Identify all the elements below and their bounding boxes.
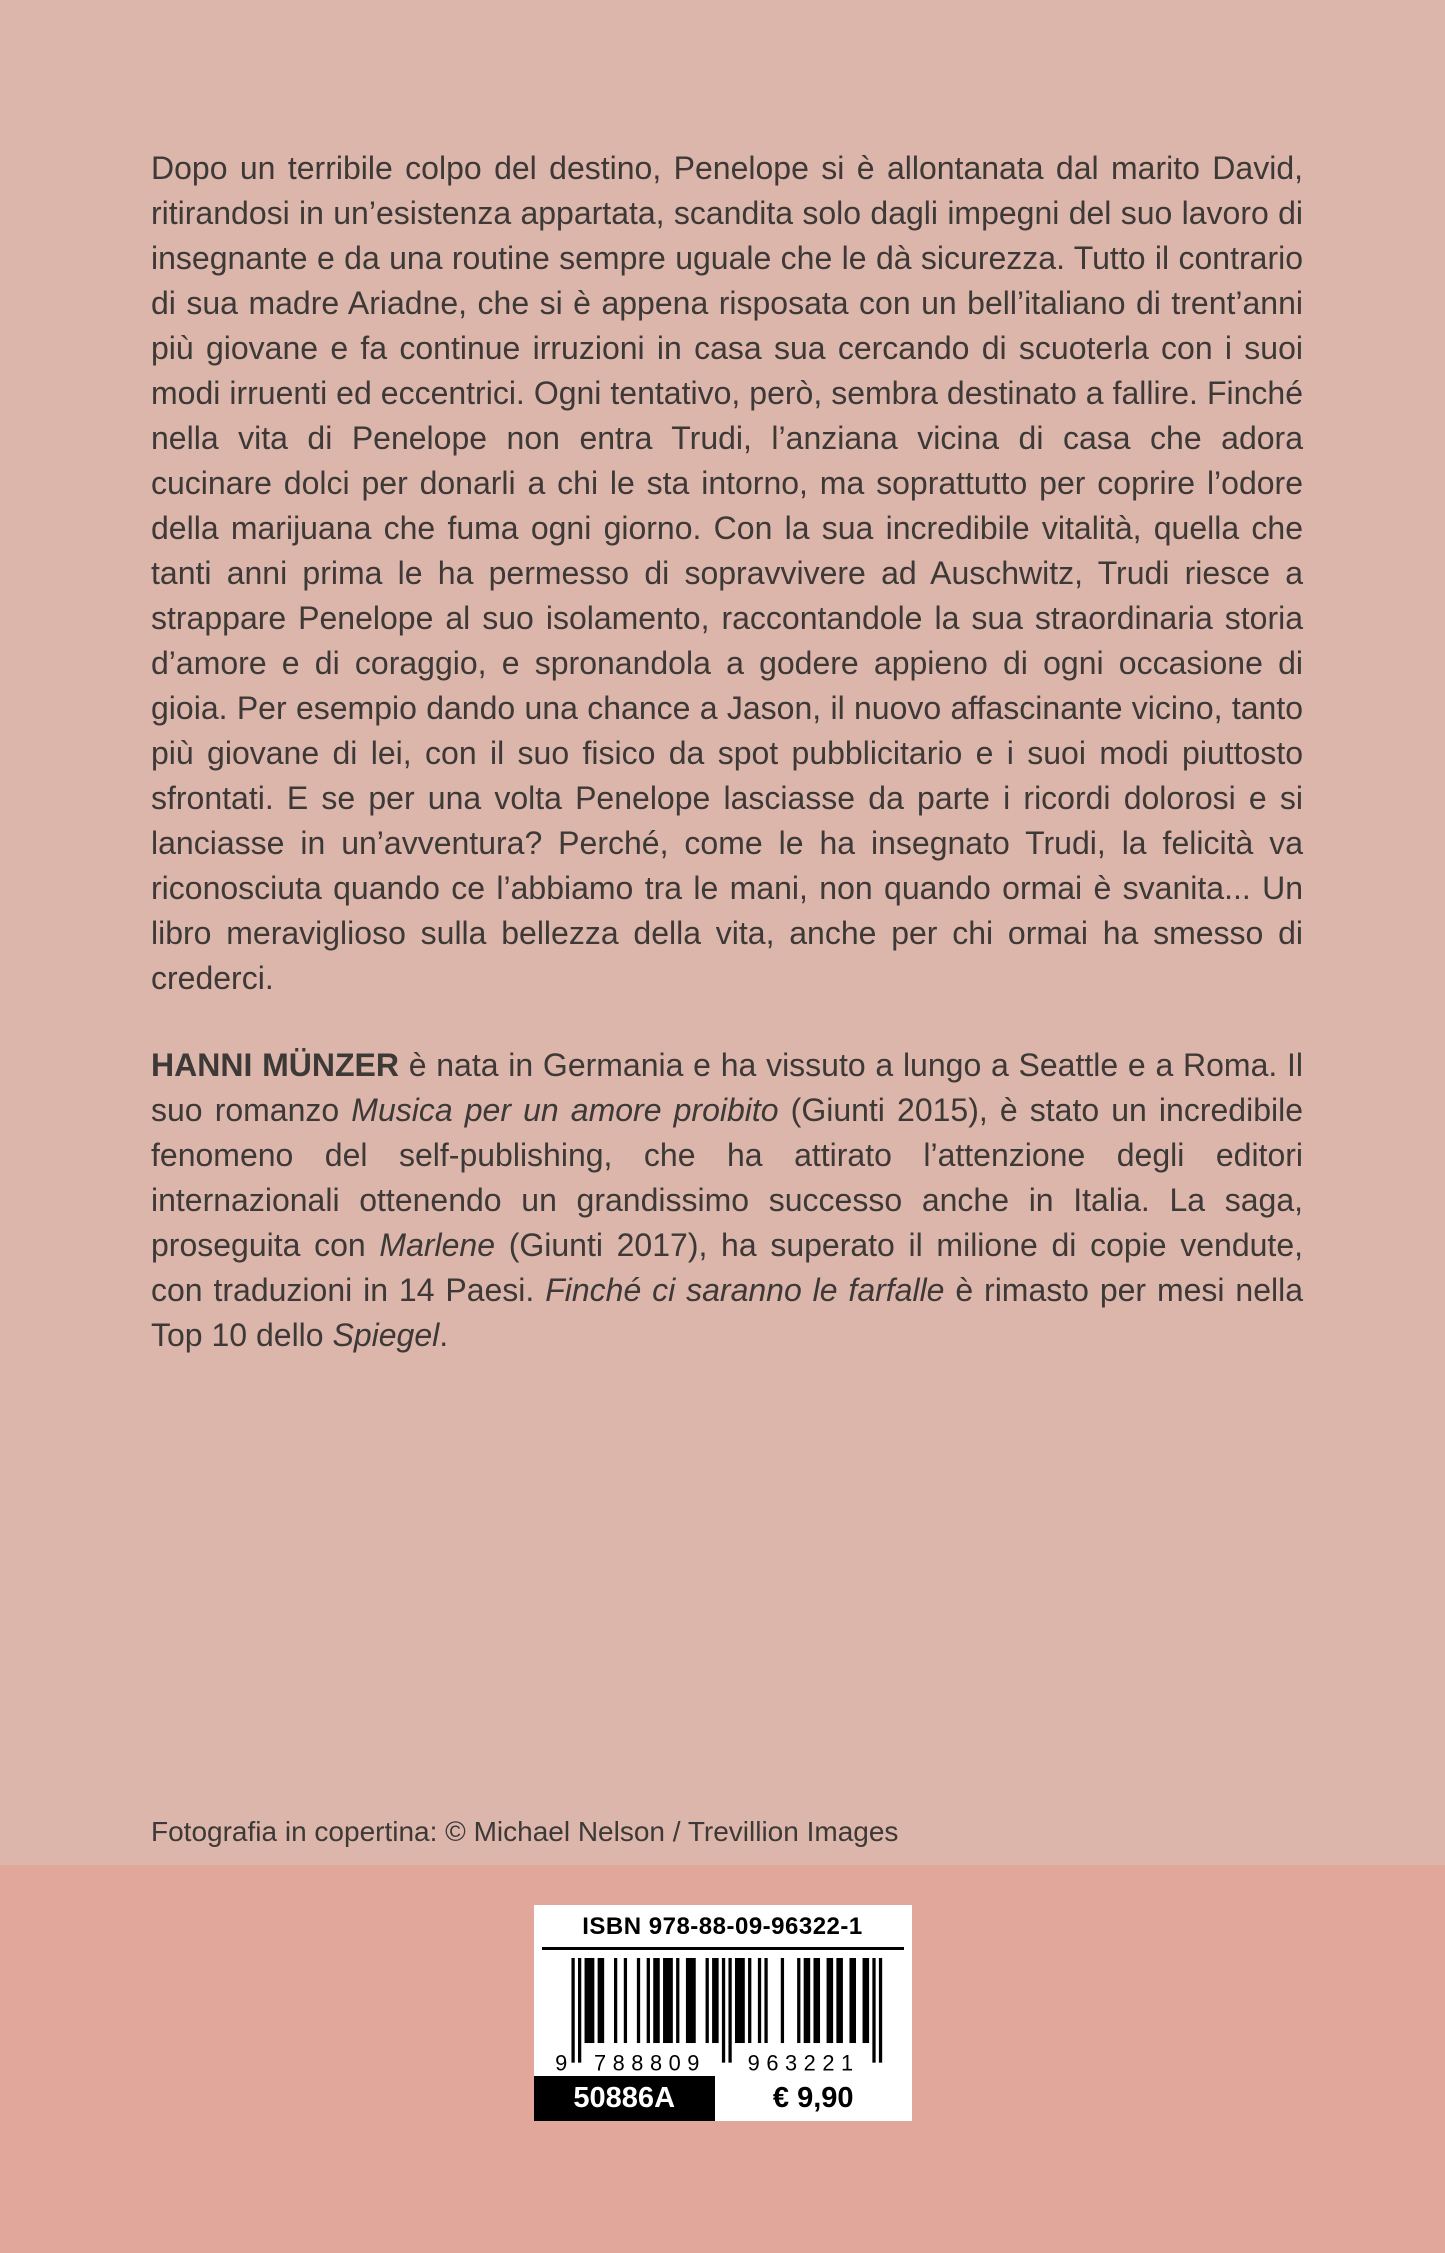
photo-credit: Fotografia in copertina: © Michael Nelson / Trevillion Images — [151, 1816, 899, 1847]
bio-segment: HANNI MÜNZER — [151, 1047, 399, 1083]
barcode-lead-digit: 9 — [554, 2050, 567, 2074]
bio-segment: è nata in Germania e ha vissuto a lungo a Seattle e a Roma. Il suo romanzo — [151, 1047, 1304, 1128]
barcode — [534, 1950, 912, 2076]
bio-segment: Musica per un amore proibito — [351, 1092, 779, 1128]
edition-code-badge: 50886A — [534, 2076, 715, 2121]
bio-segment: . — [439, 1317, 449, 1353]
isbn-label: ISBN 978-88-09-96322-1 — [542, 1905, 904, 1950]
bio-segment: Marlene — [379, 1227, 496, 1263]
author-bio-paragraph — [151, 1043, 1303, 1358]
barcode-digits-left: 788809 — [593, 2050, 706, 2074]
bio-segment: è rimasto per mesi nella Top 10 dello — [151, 1272, 1304, 1353]
bio-segment: Finché ci saranno le farfalle — [545, 1272, 945, 1308]
price-row — [534, 2076, 912, 2121]
bio-segment: (Giunti 2015), è stato un incredibile fenomeno del self-publishing, che ha attirato l’attenzione degli editori internazionali ottenendo un grandissimo successo anche in Italia. La saga, proseguita con — [151, 1092, 1303, 1263]
synopsis-paragraph: Dopo un terribile colpo del destino, Penelope si è allontanata dal marito David, ritirandosi in un’esistenza appartata, scandita solo dagli impegni del suo lavoro di insegnante e da una routine sempre uguale che le dà sicurezza. Tutto il contrario di sua madre Ariadne, che si è appena risposata con un bell’italiano di trent’anni più giovane e fa continue irruzioni in casa sua cercando di scuoterla con i suoi modi irruenti ed eccentrici. Ogni tentativo, però, sembra destinato a fallire. Finché nella vita di Penelope non entra Trudi, l’anziana vicina di casa che adora cucinare dolci per donarli a chi le sta intorno, ma soprattutto per coprire l’odore della marijuana che fuma ogni giorno. Con la sua incredibile vitalità, quella che tanti anni prima le ha permesso di sopravvivere ad Auschwitz, Trudi riesce a strappare Penelope al suo isolamento, raccontandole la sua straordinaria storia d’amore e di coraggio, e spronandola a godere appieno di ogni occasione di gioia. Per esempio dando una chance a Jason, il nuovo affascinante vicino, tanto più giovane di lei, con il suo fisico da spot pubblicitario e i suoi modi piuttosto sfrontati. E se per una volta Penelope lasciasse da parte i ricordi dolorosi e si lanciasse in un’avventura? Perché, come le ha insegnato Trudi, la felicità va riconosciuta quando ce l’abbiamo tra le mani, non quando ormai è svanita... Un libro meraviglioso sulla bellezza della vita, anche per chi ormai ha smesso di crederci. — [151, 150, 1303, 996]
barcode-digits-right: 963221 — [747, 2050, 860, 2074]
bio-segment: Spiegel — [332, 1317, 440, 1353]
barcode-bars — [554, 1958, 892, 2074]
bottom-band — [0, 1865, 1445, 2253]
bio-segment: (Giunti 2017), ha superato il milione di copie vendute, con traduzioni in 14 Paesi. — [151, 1227, 1304, 1308]
price-label: € 9,90 — [715, 2076, 912, 2121]
text-block — [151, 146, 1303, 1358]
isbn-box — [534, 1905, 912, 2121]
